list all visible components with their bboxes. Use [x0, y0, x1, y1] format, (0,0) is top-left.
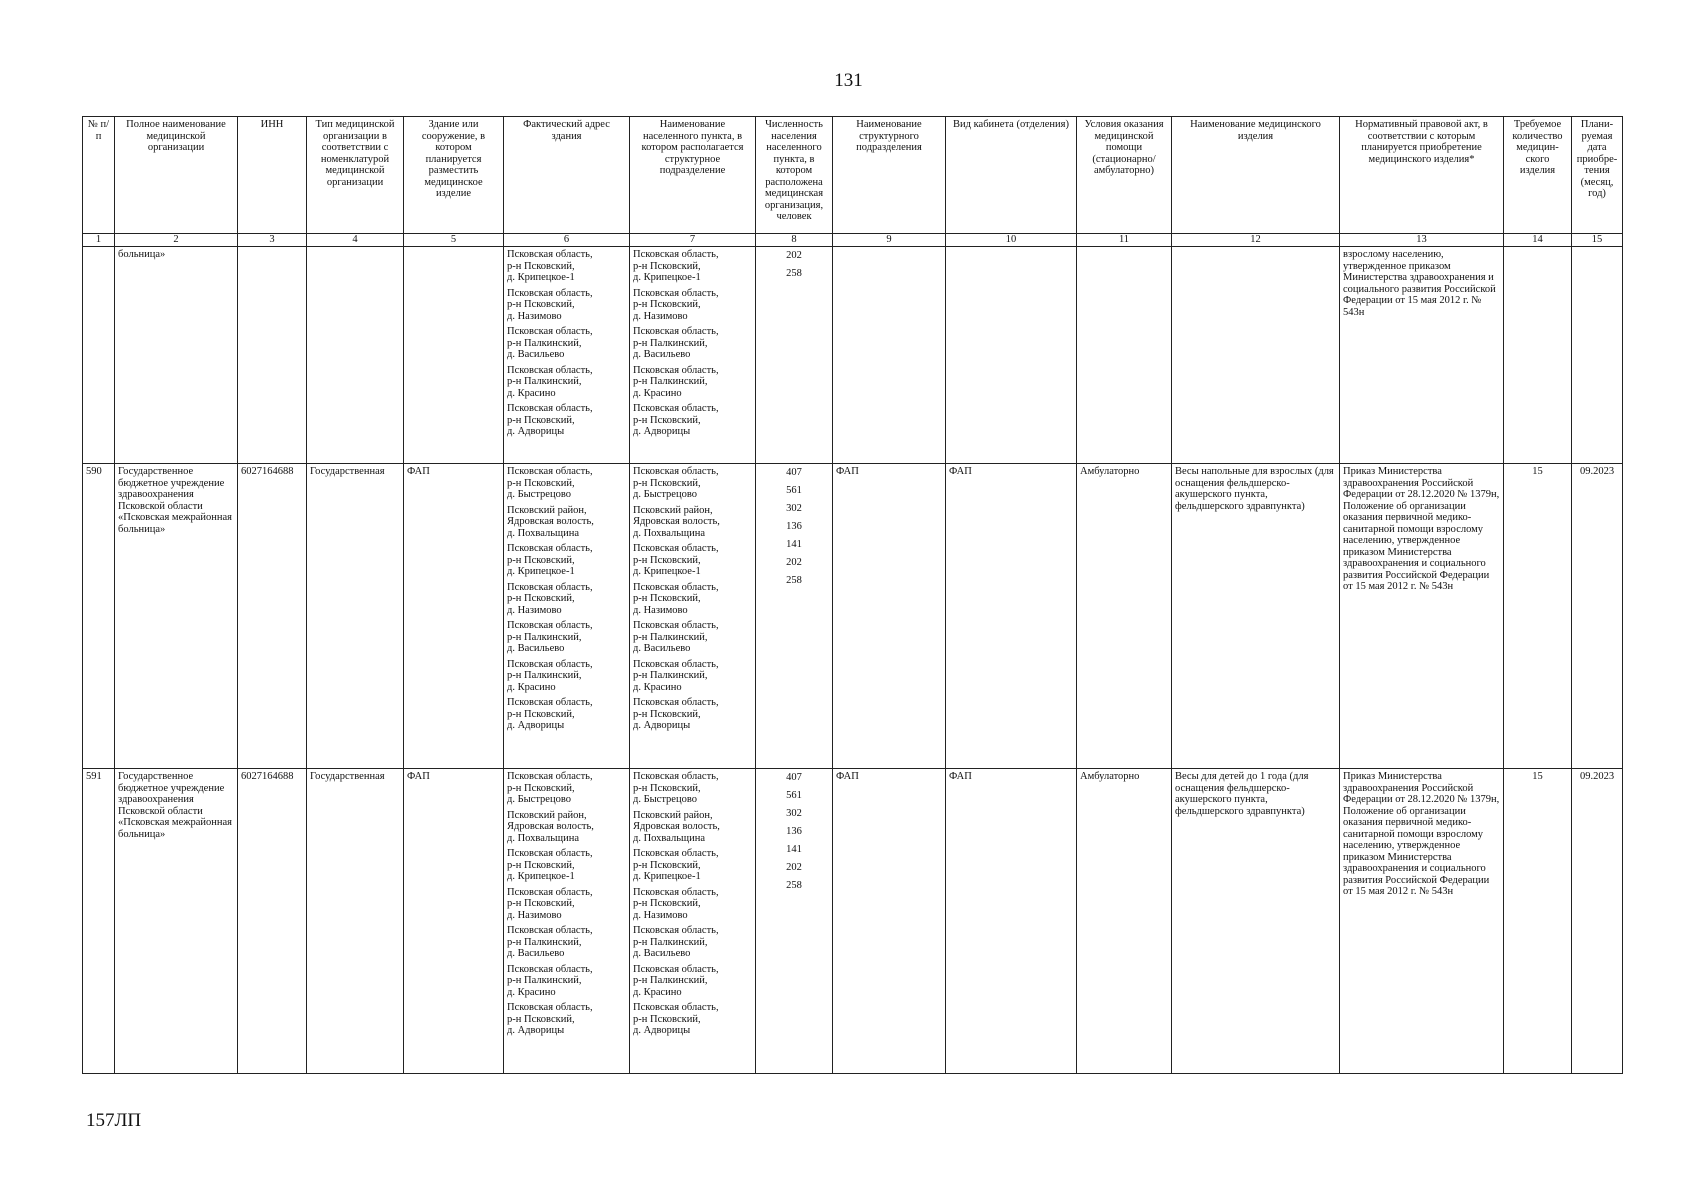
population-cell — [756, 464, 833, 769]
address-entry: Псковская область, р-н Псковский, д. Крипецкое-1 — [507, 543, 593, 577]
header-cell: Плани-руемая дата приобре-тения (месяц, год) — [1572, 117, 1623, 234]
org-name-cell: больница» — [115, 247, 238, 464]
header-cell: № п/п — [83, 117, 115, 234]
legal-act-cell: Приказ Министерства здравоохранения Российской Федерации от 28.12.2020 № 1379н, Положение об организации оказания первичной медико-санитарной помощи взрослому населению, утвержденное приказом Министерства здравоохранения и социального развития Российской Федерации от 15 мая 2012 г. № 543н — [1340, 769, 1504, 1074]
address-entry: Псковская область, р-н Палкинский, д. Васильево — [507, 326, 593, 360]
table-cell — [946, 247, 1077, 464]
settlement-entry: Псковская область, р-н Палкинский, д. Васильево — [633, 620, 719, 654]
legal-act-cell: взрослому населению, утвержденное приказом Министерства здравоохранения и социального развития Российской Федерации от 15 мая 2012 г. № 543н — [1340, 247, 1504, 464]
address-entry: Псковская область, р-н Псковский, д. Быстрецово — [507, 771, 593, 805]
column-number: 8 — [756, 234, 833, 247]
address-entry: Псковская область, р-н Палкинский, д. Красино — [507, 963, 593, 998]
address-entry: Псковская область, р-н Палкинский, д. Васильево — [507, 620, 593, 654]
conditions-cell: Амбулаторно — [1077, 769, 1172, 1074]
header-cell: Наименование населенного пункта, в котором располагается структурное подразделение — [630, 117, 756, 234]
address-entry: Псковская область, р-н Псковский, д. Назимово — [507, 287, 593, 322]
quantity-cell: 15 — [1504, 464, 1572, 769]
population-value: 202 — [786, 250, 802, 261]
inn-cell: 6027164688 — [238, 769, 307, 1074]
quantity-cell: 15 — [1504, 769, 1572, 1074]
conditions-cell: Амбулаторно — [1077, 464, 1172, 769]
table-cell — [1172, 247, 1340, 464]
population-cell — [756, 769, 833, 1074]
header-cell: Нормативный правовой акт, в соответствии с которым планируется приобретение медицинского изделия* — [1340, 117, 1504, 234]
org-name-cell: Государственное бюджетное учреждение здравоохранения Псковской области «Псковская межрайонная больница» — [115, 464, 238, 769]
table-cell — [833, 247, 946, 464]
population-value: 258 — [786, 268, 802, 279]
column-number: 3 — [238, 234, 307, 247]
population-cell — [756, 247, 833, 464]
cabinet-cell: ФАП — [946, 464, 1077, 769]
settlement-entry: Псковский район, Ядровская волость, д. Похвальщина — [633, 809, 720, 844]
population-value: 258 — [786, 880, 802, 891]
column-number: 2 — [115, 234, 238, 247]
building-cell: ФАП — [404, 464, 504, 769]
table-cell — [404, 247, 504, 464]
device-cell: Весы для детей до 1 года (для оснащения фельдшерско-акушерского пункта, фельдшерского здравпункта) — [1172, 769, 1340, 1074]
address-cell — [504, 769, 630, 1074]
population-value: 136 — [786, 521, 802, 532]
address-entry: Псковская область, р-н Псковский, д. Адворицы — [507, 1002, 593, 1036]
population-value: 141 — [786, 539, 802, 550]
column-number: 10 — [946, 234, 1077, 247]
address-entry: Псковская область, р-н Палкинский, д. Красино — [507, 658, 593, 693]
settlement-entry: Псковская область, р-н Псковский, д. Быстрецово — [633, 466, 719, 500]
table-cell — [1077, 247, 1172, 464]
column-number: 6 — [504, 234, 630, 247]
legal-act-cell: Приказ Министерства здравоохранения Российской Федерации от 28.12.2020 № 1379н, Положение об организации оказания первичной медико-санитарной помощи взрослому населению, утвержденное приказом Министерства здравоохранения и социального развития Российской Федерации от 15 мая 2012 г. № 543н — [1340, 464, 1504, 769]
settlement-entry: Псковская область, р-н Палкинский, д. Васильево — [633, 925, 719, 959]
address-entry: Псковская область, р-н Псковский, д. Быстрецово — [507, 466, 593, 500]
table-cell — [1572, 247, 1623, 464]
population-value: 258 — [786, 575, 802, 586]
settlement-entry: Псковская область, р-н Псковский, д. Назимово — [633, 287, 719, 322]
population-value: 302 — [786, 503, 802, 514]
table-cell — [238, 247, 307, 464]
page-number: 131 — [834, 70, 863, 91]
address-entry: Псковская область, р-н Псковский, д. Адворицы — [507, 403, 593, 437]
population-value: 561 — [786, 790, 802, 801]
settlement-entry: Псковская область, р-н Псковский, д. Крипецкое-1 — [633, 543, 719, 577]
address-cell — [504, 464, 630, 769]
row-number-cell: 590 — [83, 464, 115, 769]
header-cell: Полное наименование медицинской организации — [115, 117, 238, 234]
population-value: 141 — [786, 844, 802, 855]
unit-cell: ФАП — [833, 464, 946, 769]
header-cell: Требуемое количество медицин-ского изделия — [1504, 117, 1572, 234]
column-number: 1 — [83, 234, 115, 247]
address-entry: Псковская область, р-н Псковский, д. Крипецкое-1 — [507, 249, 593, 283]
address-entry: Псковская область, р-н Псковский, д. Назимово — [507, 581, 593, 616]
settlement-entry: Псковская область, р-н Палкинский, д. Красино — [633, 658, 719, 693]
inn-cell: 6027164688 — [238, 464, 307, 769]
population-value: 407 — [786, 467, 802, 478]
address-cell — [504, 247, 630, 464]
address-entry: Псковская область, р-н Псковский, д. Крипецкое-1 — [507, 848, 593, 882]
address-entry: Псковский район, Ядровская волость, д. Похвальщина — [507, 809, 594, 844]
settlement-entry: Псковская область, р-н Псковский, д. Адворицы — [633, 403, 719, 437]
settlement-entry: Псковская область, р-н Палкинский, д. Красино — [633, 963, 719, 998]
address-entry: Псковская область, р-н Палкинский, д. Красино — [507, 364, 593, 399]
header-cell: Тип медицинской организации в соответствии с номенклатурой медицинской организации — [307, 117, 404, 234]
header-cell: Вид кабинета (отделения) — [946, 117, 1077, 234]
population-value: 561 — [786, 485, 802, 496]
table-cell — [83, 247, 115, 464]
table-cell — [1504, 247, 1572, 464]
table-row-continuation — [83, 247, 1623, 464]
building-cell: ФАП — [404, 769, 504, 1074]
settlement-cell — [630, 464, 756, 769]
row-number-cell: 591 — [83, 769, 115, 1074]
settlement-entry: Псковская область, р-н Псковский, д. Адворицы — [633, 1002, 719, 1036]
header-row — [83, 117, 1623, 234]
unit-cell: ФАП — [833, 769, 946, 1074]
settlement-entry: Псковский район, Ядровская волость, д. Похвальщина — [633, 504, 720, 539]
settlement-entry: Псковская область, р-н Псковский, д. Крипецкое-1 — [633, 249, 719, 283]
population-value: 202 — [786, 862, 802, 873]
table-row — [83, 769, 1623, 1074]
header-cell: Здание или сооружение, в котором планируется разместить медицинское изделие — [404, 117, 504, 234]
cabinet-cell: ФАП — [946, 769, 1077, 1074]
column-number-row — [83, 234, 1623, 247]
settlement-entry: Псковская область, р-н Псковский, д. Адворицы — [633, 697, 719, 731]
header-cell: Численность населения населенного пункта, в котором расположена медицинская организация, человек — [756, 117, 833, 234]
population-value: 202 — [786, 557, 802, 568]
column-number: 14 — [1504, 234, 1572, 247]
column-number: 13 — [1340, 234, 1504, 247]
org-type-cell: Государственная — [307, 464, 404, 769]
header-cell: ИНН — [238, 117, 307, 234]
column-number: 15 — [1572, 234, 1623, 247]
settlement-entry: Псковская область, р-н Псковский, д. Назимово — [633, 886, 719, 921]
column-number: 5 — [404, 234, 504, 247]
date-cell: 09.2023 — [1572, 464, 1623, 769]
device-cell: Весы напольные для взрослых (для оснащения фельдшерско-акушерского пункта, фельдшерского здравпункта) — [1172, 464, 1340, 769]
address-entry: Псковская область, р-н Псковский, д. Назимово — [507, 886, 593, 921]
address-entry: Псковская область, р-н Псковский, д. Адворицы — [507, 697, 593, 731]
population-value: 407 — [786, 772, 802, 783]
table-row — [83, 464, 1623, 769]
settlement-cell — [630, 247, 756, 464]
settlement-cell — [630, 769, 756, 1074]
column-number: 7 — [630, 234, 756, 247]
settlement-entry: Псковская область, р-н Палкинский, д. Красино — [633, 364, 719, 399]
column-number: 11 — [1077, 234, 1172, 247]
header-cell: Условия оказания медицинской помощи (стационарно/ амбулаторно) — [1077, 117, 1172, 234]
header-cell: Наименование медицинского изделия — [1172, 117, 1340, 234]
column-number: 12 — [1172, 234, 1340, 247]
header-cell: Фактический адрес здания — [504, 117, 630, 234]
population-value: 302 — [786, 808, 802, 819]
equipment-table — [82, 116, 1623, 1074]
org-type-cell: Государственная — [307, 769, 404, 1074]
date-cell: 09.2023 — [1572, 769, 1623, 1074]
table-cell — [307, 247, 404, 464]
settlement-entry: Псковская область, р-н Псковский, д. Крипецкое-1 — [633, 848, 719, 882]
org-name-cell: Государственное бюджетное учреждение здравоохранения Псковской области «Псковская межрайонная больница» — [115, 769, 238, 1074]
settlement-entry: Псковская область, р-н Псковский, д. Назимово — [633, 581, 719, 616]
header-cell: Наименование структурного подразделения — [833, 117, 946, 234]
document-code: 157ЛП — [86, 1110, 142, 1131]
settlement-entry: Псковская область, р-н Псковский, д. Быстрецово — [633, 771, 719, 805]
column-number: 9 — [833, 234, 946, 247]
population-value: 136 — [786, 826, 802, 837]
settlement-entry: Псковская область, р-н Палкинский, д. Васильево — [633, 326, 719, 360]
address-entry: Псковская область, р-н Палкинский, д. Васильево — [507, 925, 593, 959]
address-entry: Псковский район, Ядровская волость, д. Похвальщина — [507, 504, 594, 539]
column-number: 4 — [307, 234, 404, 247]
